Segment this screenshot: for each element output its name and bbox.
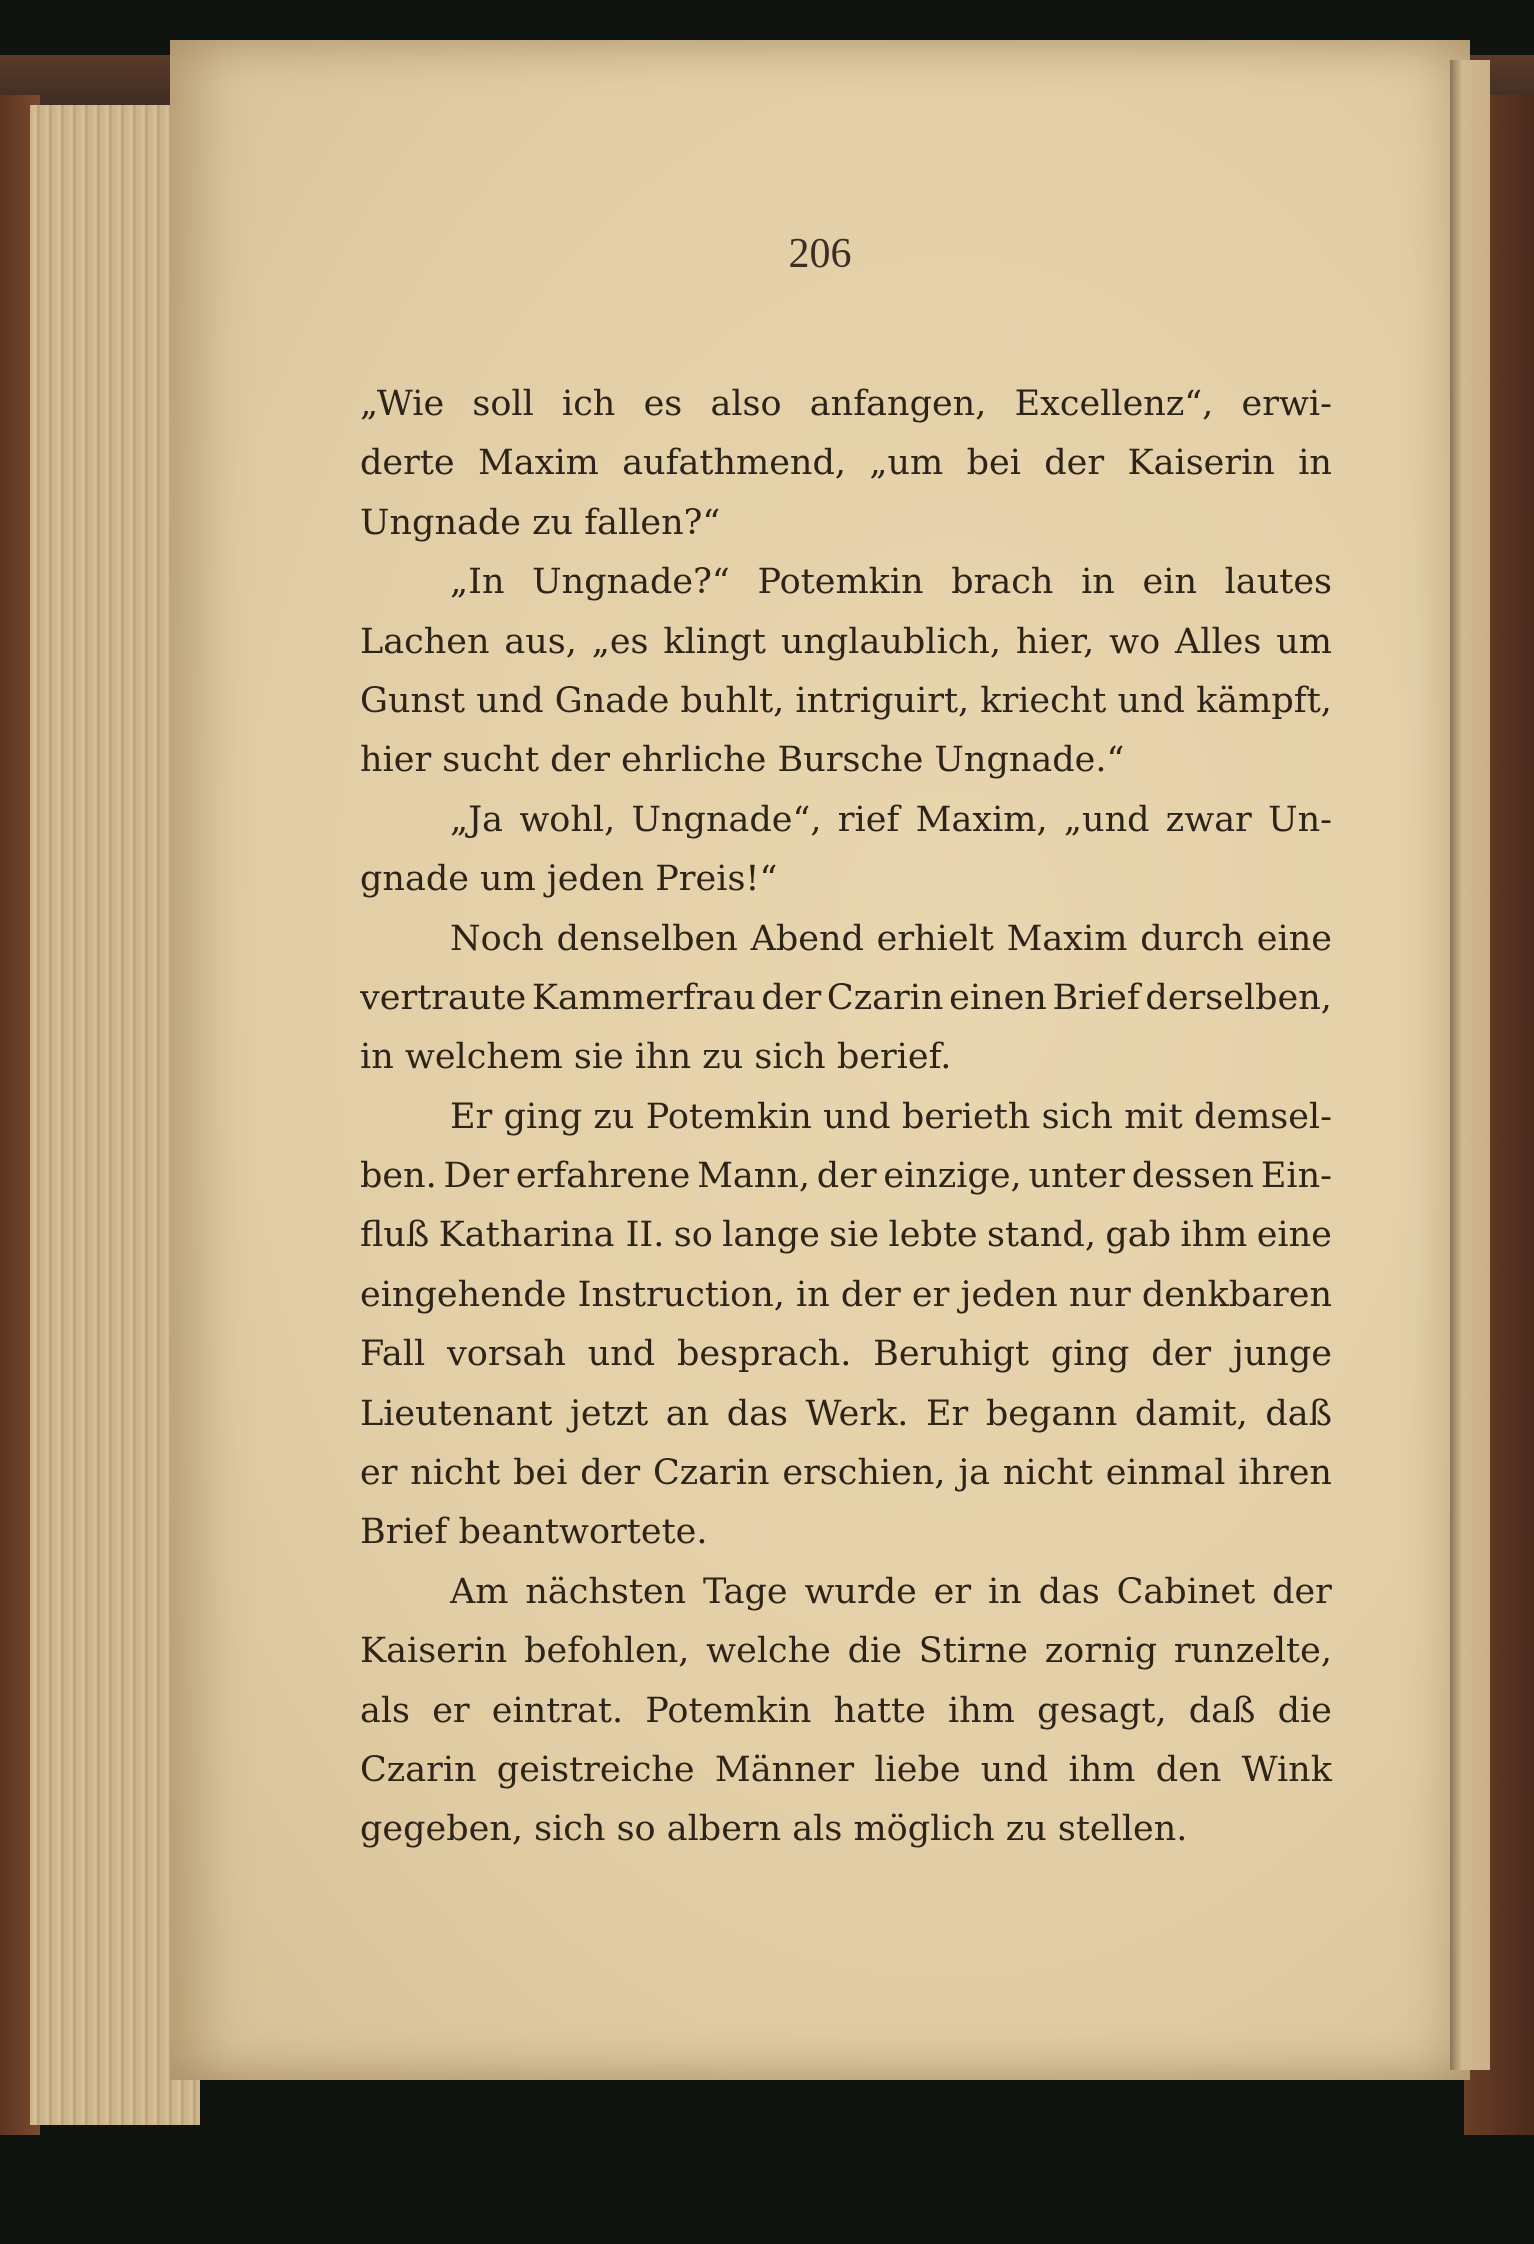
word: ihm: [1068, 1749, 1136, 1790]
word: Stirne: [918, 1631, 1028, 1672]
word: liebe: [874, 1749, 961, 1790]
word: sie: [829, 1215, 880, 1256]
word: Kammerfrau: [531, 977, 756, 1018]
word: lebte: [888, 1215, 978, 1256]
word: eingehende: [360, 1274, 567, 1315]
word: soll: [472, 384, 534, 424]
word: der: [840, 1274, 901, 1315]
word: durch: [1140, 918, 1245, 959]
text-line: [360, 1147, 1332, 1206]
word: zwar: [1165, 799, 1252, 840]
word: Beruhigt: [873, 1334, 1030, 1375]
word: Instruction,: [577, 1274, 785, 1315]
word: der: [1151, 1334, 1212, 1375]
text-line: [360, 1385, 1332, 1444]
text-line: [360, 1444, 1332, 1503]
word: befohlen,: [524, 1631, 690, 1672]
word: um: [1276, 621, 1332, 662]
word: fluß: [360, 1215, 430, 1256]
word: gab: [1105, 1215, 1172, 1256]
word: Kaiserin: [360, 1631, 508, 1672]
word: in: [1081, 562, 1115, 603]
word: und: [980, 1749, 1049, 1790]
word: derte: [360, 443, 455, 484]
word: nächsten: [525, 1571, 687, 1612]
word: in: [796, 1274, 830, 1315]
word: stand,: [987, 1215, 1096, 1256]
word: intriguirt,: [795, 680, 970, 721]
word: daß: [1265, 1393, 1332, 1434]
word: kämpft,: [1196, 680, 1332, 721]
text-line: [360, 1800, 1332, 1859]
word: Gunst: [360, 680, 466, 721]
word: Alles: [1175, 621, 1262, 662]
page-number: 206: [788, 231, 852, 277]
word: ihren: [1238, 1453, 1332, 1494]
word: Abend: [750, 918, 864, 959]
word: mit: [1124, 1096, 1183, 1137]
word: er: [911, 1274, 950, 1315]
text-line: [360, 1206, 1332, 1265]
word: es: [643, 384, 683, 424]
word: nur: [1068, 1274, 1131, 1315]
word: Ungnade?“: [532, 562, 730, 603]
word: kriecht: [980, 680, 1107, 721]
word: nicht: [410, 1453, 501, 1494]
text-line: [360, 850, 1332, 909]
word: der: [761, 977, 822, 1018]
word: erhielt: [876, 918, 994, 959]
word: buhlt,: [680, 680, 785, 721]
word: aus,: [504, 621, 577, 662]
page-text: [360, 375, 1332, 1860]
word: das: [726, 1393, 788, 1434]
word: er: [360, 1453, 398, 1494]
text-line: [360, 1741, 1332, 1800]
word: Am: [450, 1571, 509, 1612]
word: ging: [503, 1096, 583, 1137]
word: wohl,: [519, 799, 616, 840]
word: Gnade: [554, 680, 670, 721]
word: Noch: [450, 918, 544, 959]
word: denkbaren: [1141, 1274, 1332, 1315]
word: zu: [593, 1096, 635, 1137]
word: ein: [1142, 562, 1197, 603]
word: Mann,: [697, 1156, 810, 1197]
word: der: [816, 1156, 877, 1197]
word: „und: [1063, 799, 1150, 840]
word: einzige,: [883, 1156, 1022, 1197]
text-line: [360, 1682, 1332, 1741]
word: „Ja: [450, 799, 504, 840]
word: in welchem sie ihn zu sich berief.: [360, 1037, 952, 1078]
word: in: [987, 1571, 1022, 1612]
word: ich: [562, 384, 616, 424]
word: anfangen,: [809, 384, 987, 424]
text-line: [360, 613, 1332, 672]
text-line: [360, 1088, 1332, 1147]
word: Der: [443, 1156, 510, 1197]
word: erschien,: [782, 1453, 946, 1494]
word: ja: [958, 1453, 991, 1494]
word: „um: [869, 443, 944, 484]
word: zornig: [1044, 1631, 1158, 1672]
word: Er: [450, 1096, 493, 1137]
word: Czarin: [652, 1453, 770, 1494]
word: vertraute: [360, 977, 527, 1018]
word: derselben,: [1145, 977, 1332, 1018]
word: bei: [513, 1453, 568, 1494]
word: eine: [1256, 1215, 1332, 1256]
word: lautes: [1224, 562, 1332, 603]
word: jeden: [960, 1274, 1058, 1315]
word: und: [587, 1334, 656, 1375]
word: den: [1155, 1749, 1222, 1790]
word: jetzt: [570, 1393, 649, 1434]
text-line: [360, 791, 1332, 850]
word: Un-: [1268, 799, 1332, 840]
word: gesagt,: [1037, 1690, 1167, 1731]
word: Werk.: [805, 1393, 909, 1434]
word: ging: [1050, 1334, 1130, 1375]
word: Maxim,: [915, 799, 1048, 840]
word: Czarin: [360, 1749, 477, 1790]
word: Maxim: [1006, 918, 1128, 959]
word: erfahrene: [515, 1156, 691, 1197]
word: hier sucht der ehrliche Bursche Ungnade.“: [360, 740, 1125, 781]
word: „es: [591, 621, 649, 662]
word: Kaiserin: [1127, 443, 1275, 484]
word: Potemkin: [757, 562, 924, 603]
word: geistreiche: [496, 1749, 695, 1790]
word: Männer: [714, 1749, 855, 1790]
word: welche: [706, 1631, 831, 1672]
word: einen: [949, 977, 1047, 1018]
word: eintrat.: [491, 1690, 624, 1731]
word: Katharina II.: [438, 1215, 665, 1256]
word: Cabinet: [1116, 1571, 1256, 1612]
word: also: [710, 384, 782, 424]
word: Er: [926, 1393, 969, 1434]
word: hatte: [833, 1690, 926, 1731]
word: er: [933, 1571, 972, 1612]
word: der: [580, 1453, 641, 1494]
word: rief: [837, 799, 900, 840]
word: die: [847, 1631, 902, 1672]
word: gnade um jeden Preis!“: [360, 859, 778, 900]
word: das: [1038, 1571, 1100, 1612]
text-line: [360, 553, 1332, 612]
word: Czarin: [826, 977, 944, 1018]
text-line: [360, 731, 1332, 790]
word: eine: [1256, 918, 1332, 959]
text-line: [360, 672, 1332, 731]
word: „In: [450, 562, 505, 603]
word: er: [432, 1690, 470, 1731]
word: bei: [966, 443, 1021, 484]
word: Fall: [360, 1334, 426, 1375]
word: so: [673, 1215, 713, 1256]
word: Potemkin: [645, 1096, 812, 1137]
word: die: [1277, 1690, 1332, 1731]
word: nicht: [1002, 1453, 1093, 1494]
word: vorsah: [446, 1334, 566, 1375]
word: klingt: [663, 621, 766, 662]
word: als: [360, 1690, 411, 1731]
word: ihm: [947, 1690, 1015, 1731]
word: Lieutenant: [360, 1393, 553, 1434]
word: brach: [951, 562, 1054, 603]
word: aufathmend,: [622, 443, 846, 484]
word: der: [1044, 443, 1105, 484]
text-line: [360, 1503, 1332, 1562]
word: unglaublich,: [780, 621, 1001, 662]
word: Wink: [1241, 1749, 1332, 1790]
word: „Wie: [360, 384, 445, 424]
word: ben.: [360, 1156, 437, 1197]
word: an: [665, 1393, 710, 1434]
text-line: [360, 1028, 1332, 1087]
word: lange: [722, 1215, 820, 1256]
text-line: [360, 1325, 1332, 1384]
word: und: [1117, 680, 1185, 721]
text-line: [360, 1622, 1332, 1681]
text-line: [360, 1266, 1332, 1325]
word: wurde: [804, 1571, 917, 1612]
text-line: [360, 494, 1332, 553]
word: sich: [1041, 1096, 1113, 1137]
word: runzelte,: [1173, 1631, 1332, 1672]
word: erwi-: [1241, 384, 1332, 424]
word: hier,: [1015, 621, 1095, 662]
word: wo: [1109, 621, 1161, 662]
word: Ein-: [1260, 1156, 1332, 1197]
text-line: [360, 1563, 1332, 1622]
word: einmal: [1105, 1453, 1226, 1494]
word: Ungnade“,: [631, 799, 822, 840]
text-line: [360, 969, 1332, 1028]
word: begann: [985, 1393, 1118, 1434]
word: und: [823, 1096, 891, 1137]
word: daß: [1188, 1690, 1256, 1731]
word: und: [476, 680, 544, 721]
word: unter: [1028, 1156, 1126, 1197]
word: besprach.: [677, 1334, 852, 1375]
word: der: [1272, 1571, 1332, 1612]
text-line: [360, 910, 1332, 969]
word: Excellenz“,: [1014, 384, 1214, 424]
word: gegeben, sich so albern als möglich zu stellen.: [360, 1809, 1188, 1850]
word: Brief: [1052, 977, 1140, 1018]
word: demsel-: [1193, 1096, 1332, 1137]
word: Potemkin: [645, 1690, 812, 1731]
word: junge: [1232, 1334, 1332, 1375]
word: berieth: [901, 1096, 1031, 1137]
word: Maxim: [478, 443, 599, 484]
word: damit,: [1134, 1393, 1248, 1434]
word: ihm: [1180, 1215, 1248, 1256]
text-line: [360, 375, 1332, 434]
word: dessen: [1131, 1156, 1255, 1197]
word: Ungnade zu fallen?“: [360, 502, 721, 543]
word: in: [1298, 443, 1332, 484]
word: denselben: [556, 918, 738, 959]
word: Tage: [703, 1571, 788, 1612]
facing-page-edge: [1450, 60, 1490, 2070]
text-line: [360, 434, 1332, 493]
word: Brief beantwortete.: [360, 1512, 708, 1553]
word: Lachen: [360, 621, 490, 662]
